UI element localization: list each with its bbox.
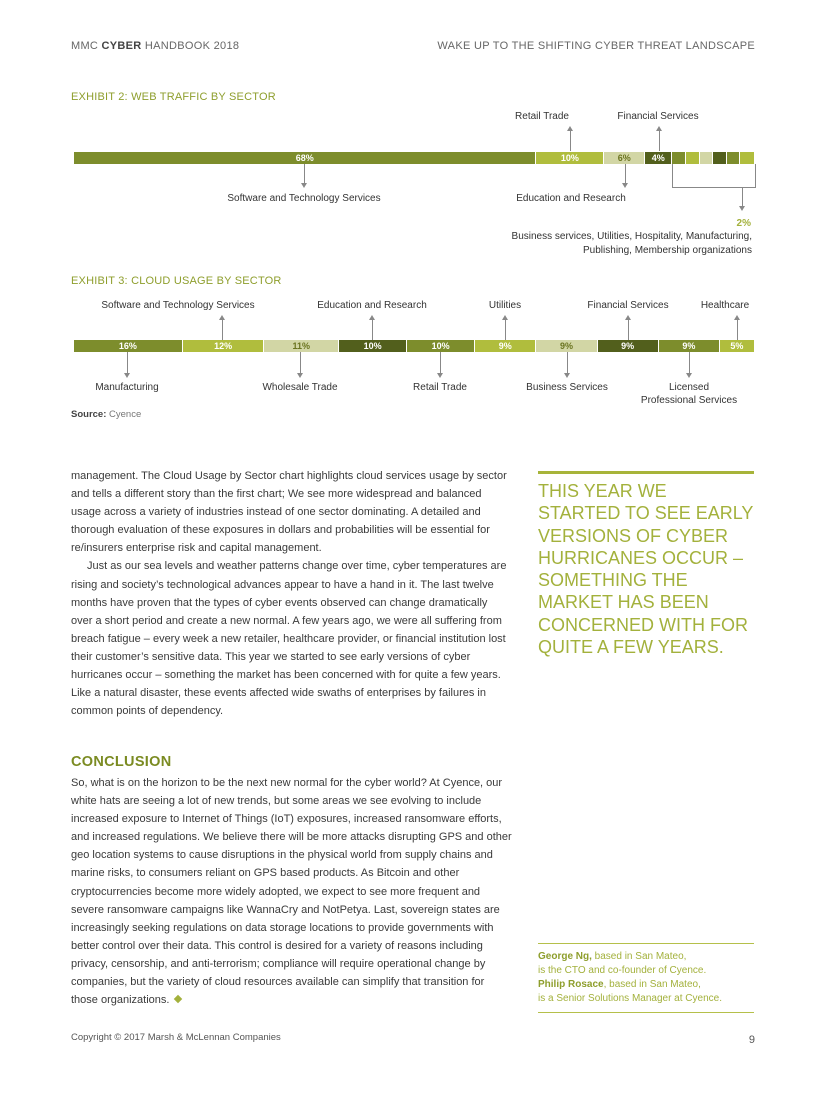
- exhibit3-arrow-licensed: [689, 352, 690, 374]
- exhibit3-arrow-business: [567, 352, 568, 374]
- exhibit3-segment: 9%: [536, 340, 597, 352]
- conclusion-body: [71, 774, 513, 1009]
- exhibit2-other-label-line1: Business services, Utilities, Hospitality, Manufacturing,: [511, 231, 752, 242]
- exhibit3-arrow-software: [222, 319, 223, 340]
- exhibit3-segment: 9%: [659, 340, 720, 352]
- exhibit3-label-software: Software and Technology Services: [101, 300, 255, 311]
- exhibit3-label-utilities: Utilities: [488, 300, 522, 311]
- end-mark-diamond-icon: [174, 995, 182, 1003]
- exhibit3-segment: 10%: [407, 340, 475, 352]
- exhibit3-arrow-utilities: [505, 319, 506, 340]
- pull-quote: THIS YEAR WE STARTED TO SEE EARLY VERSIONS OF CYBER HURRICANES OCCUR – SOMETHING THE MARKET HAS BEEN CONCERNED WITH FOR QUITE A FEW YEARS.: [538, 471, 754, 658]
- exhibit3-segment: 12%: [183, 340, 265, 352]
- running-header-right: WAKE UP TO THE SHIFTING CYBER THREAT LANDSCAPE: [437, 40, 755, 52]
- exhibit3-label-education: Education and Research: [317, 300, 427, 311]
- exhibit3-segment: 16%: [74, 340, 183, 352]
- exhibit2-segment: 6%: [604, 152, 645, 164]
- exhibit2-label-software: Software and Technology Services: [227, 193, 381, 204]
- exhibit2-segment: 10%: [536, 152, 604, 164]
- author-bio-box: [538, 943, 754, 1013]
- exhibit3-segment: 9%: [598, 340, 659, 352]
- author-1: George Ng, based in San Mateo,: [538, 951, 687, 962]
- body-paragraph: Just as our sea levels and weather patterns change over time, cyber temperatures are rising and society’s technological advances appear to have a hand in it. The last twelve months have proven that the types of cyber events observed can change dramatically over a short period and create a new normal. A few years ago, we were all suffering from breach fatigue – every week a new retailer, healthcare provider, or financial institution lost their customer’s sensitive data. This year we started to see early versions of cyber hurricanes occur – something the market has been concerned with for quite a few years. Like a natural disaster, these events affected wide swaths of enterprises by failures in common points of dependency.: [71, 560, 507, 718]
- source-note: Source: Cyence: [71, 409, 142, 420]
- exhibit2-arrow-retail: [570, 130, 571, 151]
- body-paragraph: management. The Cloud Usage by Sector chart highlights cloud services usage by sector and tells a different story than the first chart; We see more widespread and balanced usage across a variety of industries instead of one sector dominating. A detailed and thorough evaluation of these exposures in dollars and probabilities will be essential for re/insurers enterprise risk and capital management.: [71, 470, 507, 555]
- exhibit3-arrow-education: [372, 319, 373, 340]
- copyright: Copyright © 2017 Marsh & McLennan Companies: [71, 1032, 281, 1043]
- exhibit2-arrow-financial: [659, 130, 660, 151]
- exhibit3-label-healthcare: Healthcare: [700, 300, 750, 311]
- exhibit2-arrow-software: [304, 164, 305, 184]
- exhibit2-title: EXHIBIT 2: WEB TRAFFIC BY SECTOR: [71, 91, 276, 103]
- exhibit2-segment: 4%: [645, 152, 672, 164]
- exhibit2-label-retail: Retail Trade: [515, 111, 569, 122]
- exhibit2-segment: [672, 152, 686, 164]
- exhibit3-arrow-financial: [628, 319, 629, 340]
- conclusion-paragraph: So, what is on the horizon to be the next new normal for the cyber world? At Cyence, our white hats are seeing a lot of new trends, but some areas we see evolving to include increased exposure to Internet of Things (IoT) exposures, increased ransomware efforts, and increased regulations. We believe there will be more attacks disrupting GPS and other geo location systems to cause disruptions in the physical world from supply chains and marine risks, to consumers reliant on GPS based products. As Bitcoin and other cryptocurrencies become more widely adopted, we expect to see more frequent and severe ransomware campaigns like WannaCry and NotPetya. Last, sovereign states are increasingly seeking regulations on data storage locations to provide governments with better control over their data. This control is desired for a variety of reasons including privacy, censorship, and anti-terrorism; compliance will require operational change by companies, but the variety of cloud resources available can simplify that transition for those organizations.: [71, 777, 512, 1007]
- exhibit2-label-education: Education and Research: [516, 193, 626, 204]
- exhibit3-segment: 10%: [339, 340, 407, 352]
- body-text: [71, 467, 511, 720]
- exhibit3-label-financial: Financial Services: [587, 300, 669, 311]
- exhibit2-segment: [727, 152, 741, 164]
- exhibit2-other-percent: 2%: [736, 218, 751, 229]
- exhibit3-label-manufacturing: Manufacturing: [95, 382, 159, 393]
- exhibit3-label-retail: Retail Trade: [413, 382, 467, 393]
- exhibit3-label-wholesale: Wholesale Trade: [262, 382, 338, 393]
- exhibit3-arrow-manufacturing: [127, 352, 128, 374]
- exhibit3-label-licensed-line2: Professional Services: [640, 395, 738, 406]
- exhibit2-arrow-other: [742, 187, 743, 207]
- exhibit2-segment: [686, 152, 700, 164]
- exhibit2-segment: [713, 152, 727, 164]
- exhibit2-segment: 68%: [74, 152, 536, 164]
- conclusion-heading: CONCLUSION: [71, 754, 172, 770]
- exhibit3-segment: 11%: [264, 340, 339, 352]
- exhibit2-other-bracket: [672, 164, 756, 188]
- exhibit2-bar: [74, 152, 754, 164]
- author-2: Philip Rosace, based in San Mateo,: [538, 979, 701, 990]
- exhibit3-bar: [74, 340, 754, 352]
- author-1-role: is the CTO and co-founder of Cyence.: [538, 965, 707, 976]
- exhibit2-label-financial: Financial Services: [617, 111, 699, 122]
- exhibit3-segment: 9%: [475, 340, 536, 352]
- exhibit3-label-business: Business Services: [526, 382, 608, 393]
- exhibit2-arrow-education: [625, 164, 626, 184]
- exhibit2-other-label-line2: Publishing, Membership organizations: [583, 245, 752, 256]
- exhibit3-arrow-retail: [440, 352, 441, 374]
- exhibit3-arrow-wholesale: [300, 352, 301, 374]
- exhibit3-label-licensed-line1: Licensed: [668, 382, 710, 393]
- author-2-role: is a Senior Solutions Manager at Cyence.: [538, 993, 722, 1004]
- exhibit3-segment: 5%: [720, 340, 754, 352]
- page-number: 9: [748, 1034, 755, 1046]
- exhibit3-title: EXHIBIT 3: CLOUD USAGE BY SECTOR: [71, 275, 282, 287]
- exhibit3-arrow-healthcare: [737, 319, 738, 340]
- exhibit2-segment: [740, 152, 754, 164]
- running-header-left: MMC CYBER HANDBOOK 2018: [71, 40, 240, 52]
- exhibit2-segment: [700, 152, 714, 164]
